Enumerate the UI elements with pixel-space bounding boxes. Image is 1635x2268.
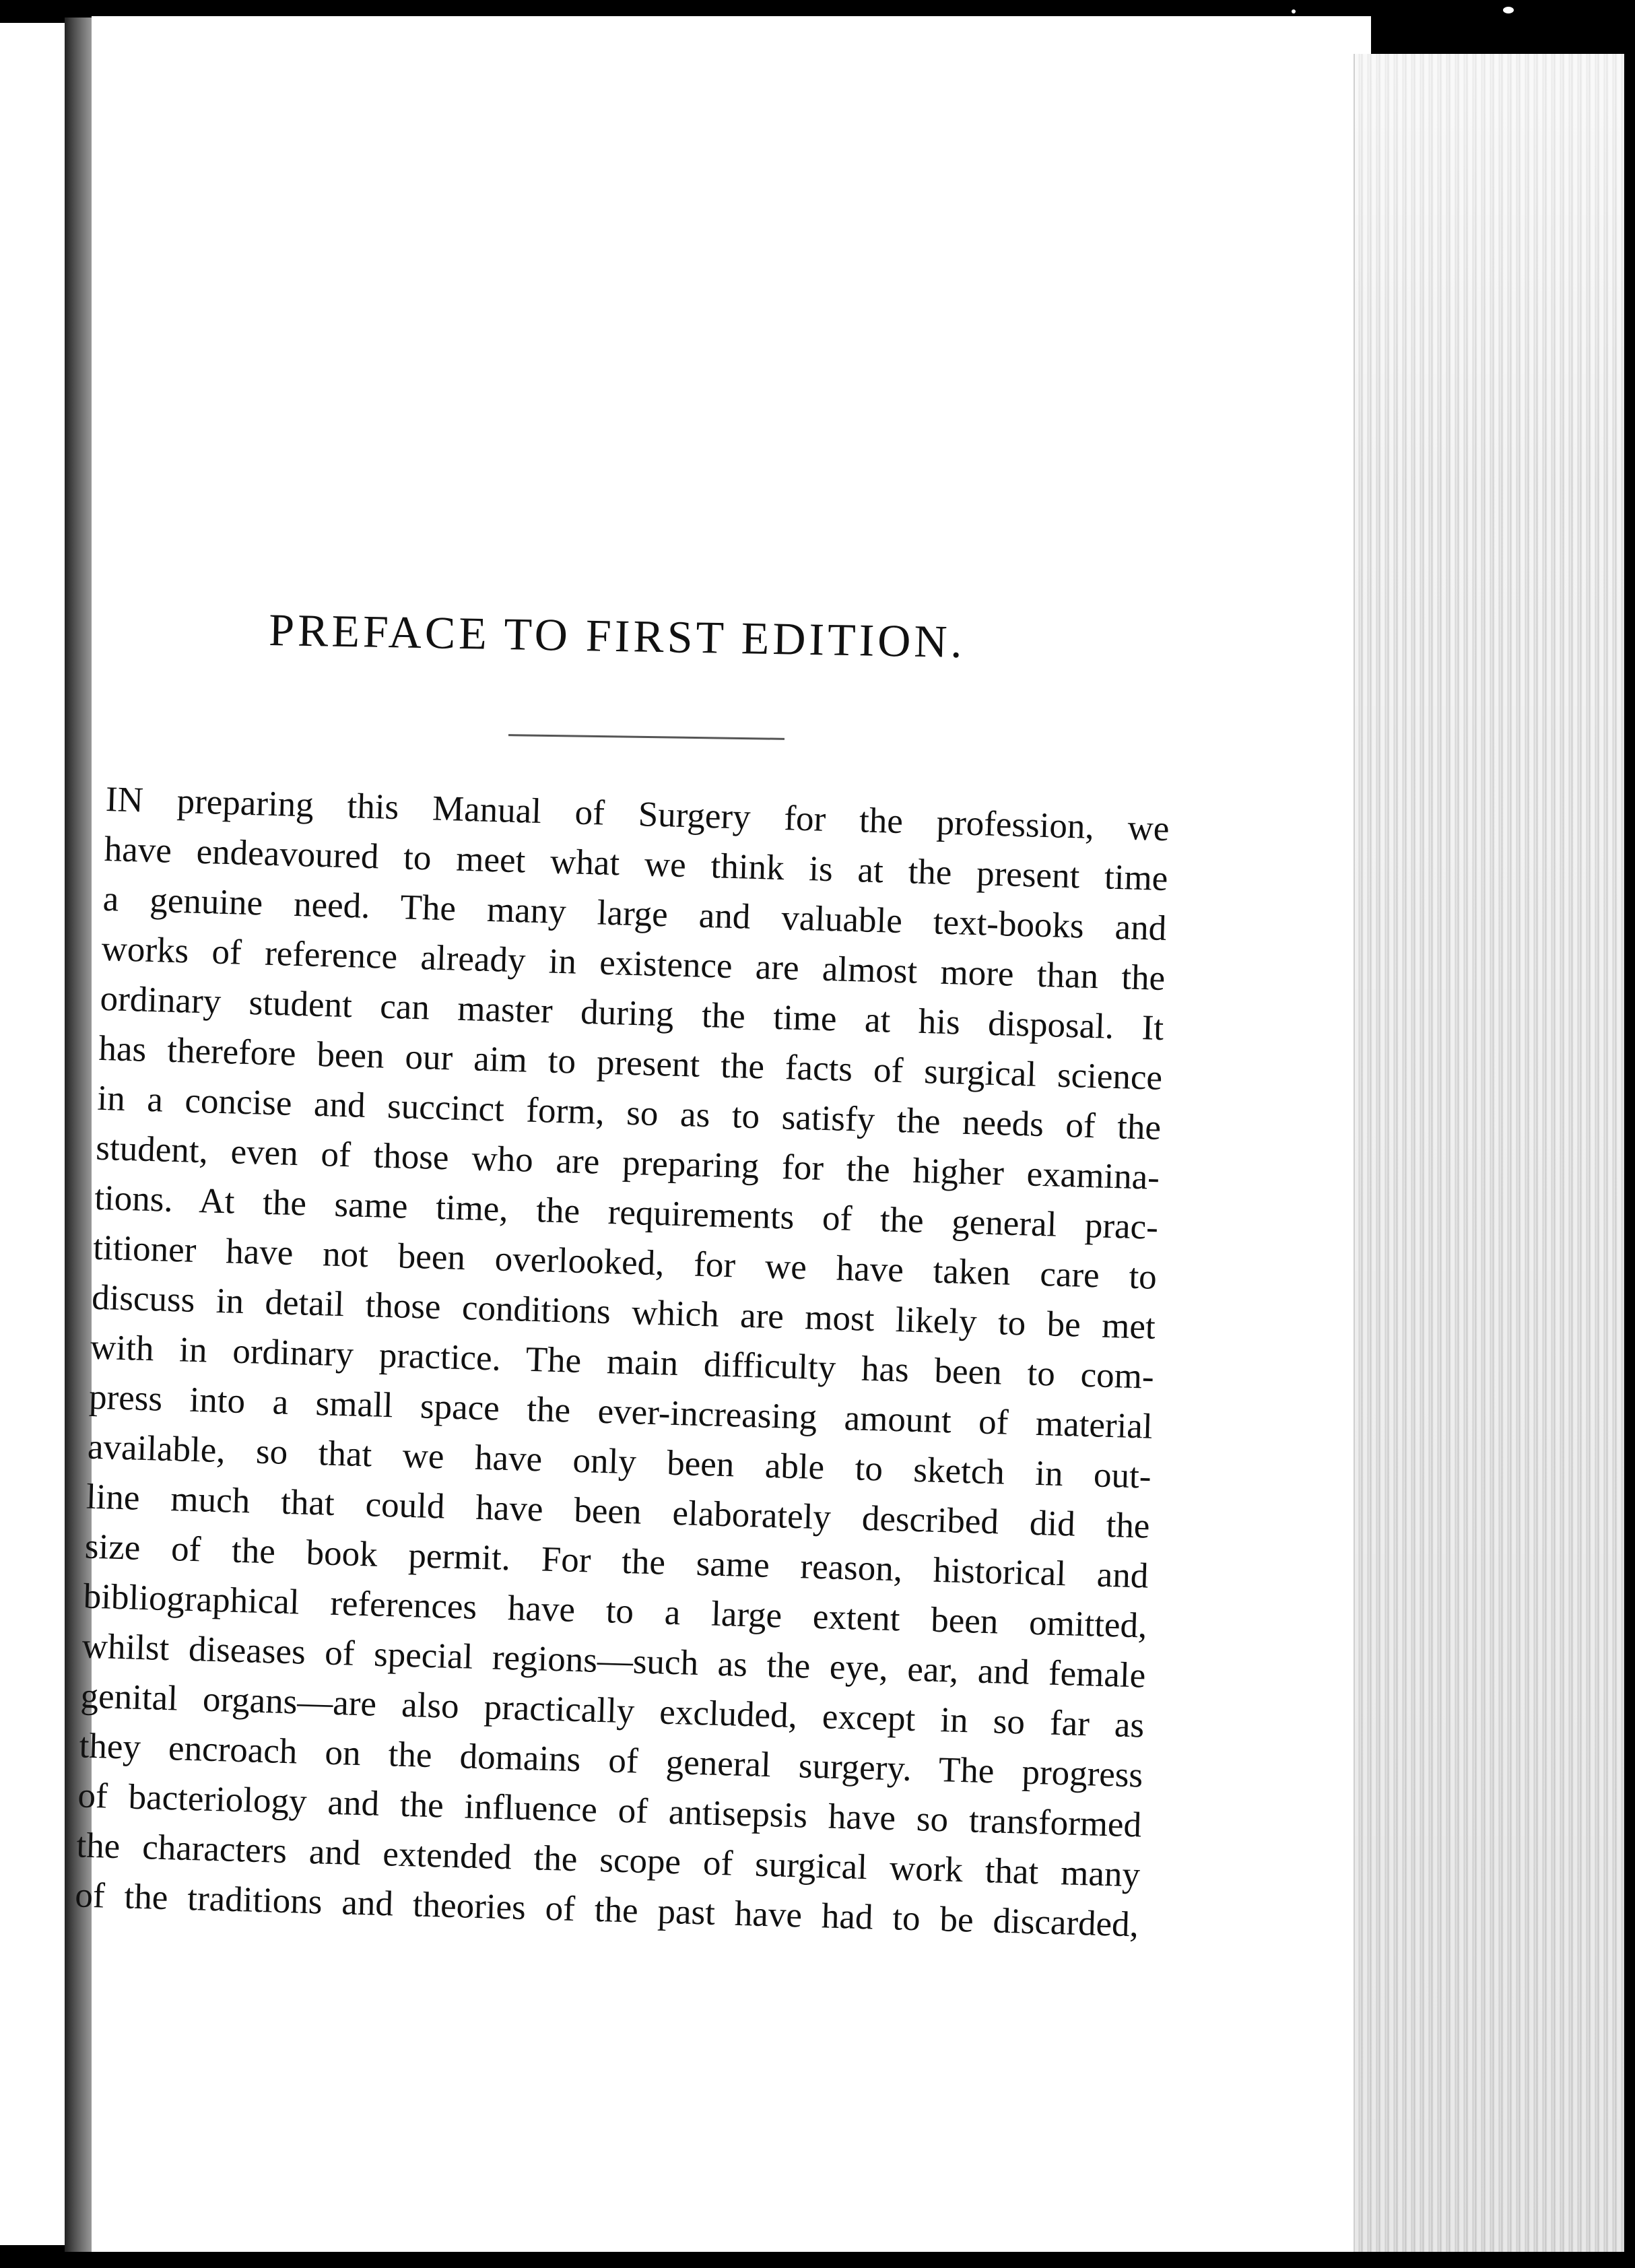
text-line: press into a small space the ever-increasing amount of material — [88, 1377, 1154, 1446]
text-line: whilst diseases of special regions—such as the eye, ear, and female — [81, 1626, 1147, 1696]
page-title: PREFACE TO FIRST EDITION. — [268, 603, 966, 668]
text-line: tions. At the same time, the requirements of the general prac- — [94, 1178, 1159, 1247]
text-line: IN preparing this Manual of Surgery for the profession, we — [105, 779, 1170, 849]
text-line: with in ordinary practice. The main difficulty has been to com- — [90, 1327, 1155, 1397]
scan-speck — [1292, 9, 1296, 13]
page-block-edges — [1354, 54, 1624, 2252]
text-line: line much that could have been elaborately described did the — [86, 1477, 1151, 1546]
text-line: the characters and extended the scope of surgical work that many — [75, 1826, 1141, 1895]
preface-paragraph — [74, 774, 1170, 1949]
text-line: has therefore been our aim to present the facts of surgical science — [98, 1028, 1163, 1098]
text-line: works of reference already in existence are almost more than the — [100, 929, 1166, 999]
text-line: a genuine need. The many large and valuable text-books and — [102, 879, 1168, 949]
text-line: discuss in detail those conditions which are most likely to be met — [91, 1277, 1156, 1347]
text-line: size of the book permit. For the same reason, historical and — [84, 1527, 1149, 1596]
text-line: genital organs—are also practically excluded, except in so far as — [79, 1676, 1145, 1745]
text-line: of bacteriology and the influence of antisepsis have so transformed — [77, 1776, 1142, 1845]
text-line: they encroach on the domains of general surgery. The progress — [78, 1726, 1143, 1795]
text-line: have endeavoured to meet what we think is at the present time — [104, 829, 1169, 899]
text-line: bibliographical references have to a large extent been omitted, — [83, 1576, 1148, 1646]
scan-speck — [1503, 7, 1514, 13]
text-line: available, so that we have only been able to sketch in out- — [87, 1427, 1152, 1496]
text-line: in a concise and succinct form, so as to satisfy the needs of the — [96, 1078, 1162, 1147]
text-line: titioner have not been overlooked, for we have taken care to — [92, 1228, 1158, 1297]
text-line: of the traditions and theories of the past have had to be discarded, — [74, 1875, 1139, 1945]
text-line: ordinary student can master during the time at his disposal. It — [99, 978, 1164, 1048]
facing-page-edge — [0, 23, 65, 2245]
text-line: student, even of those who are preparing for the higher examina- — [95, 1128, 1160, 1197]
